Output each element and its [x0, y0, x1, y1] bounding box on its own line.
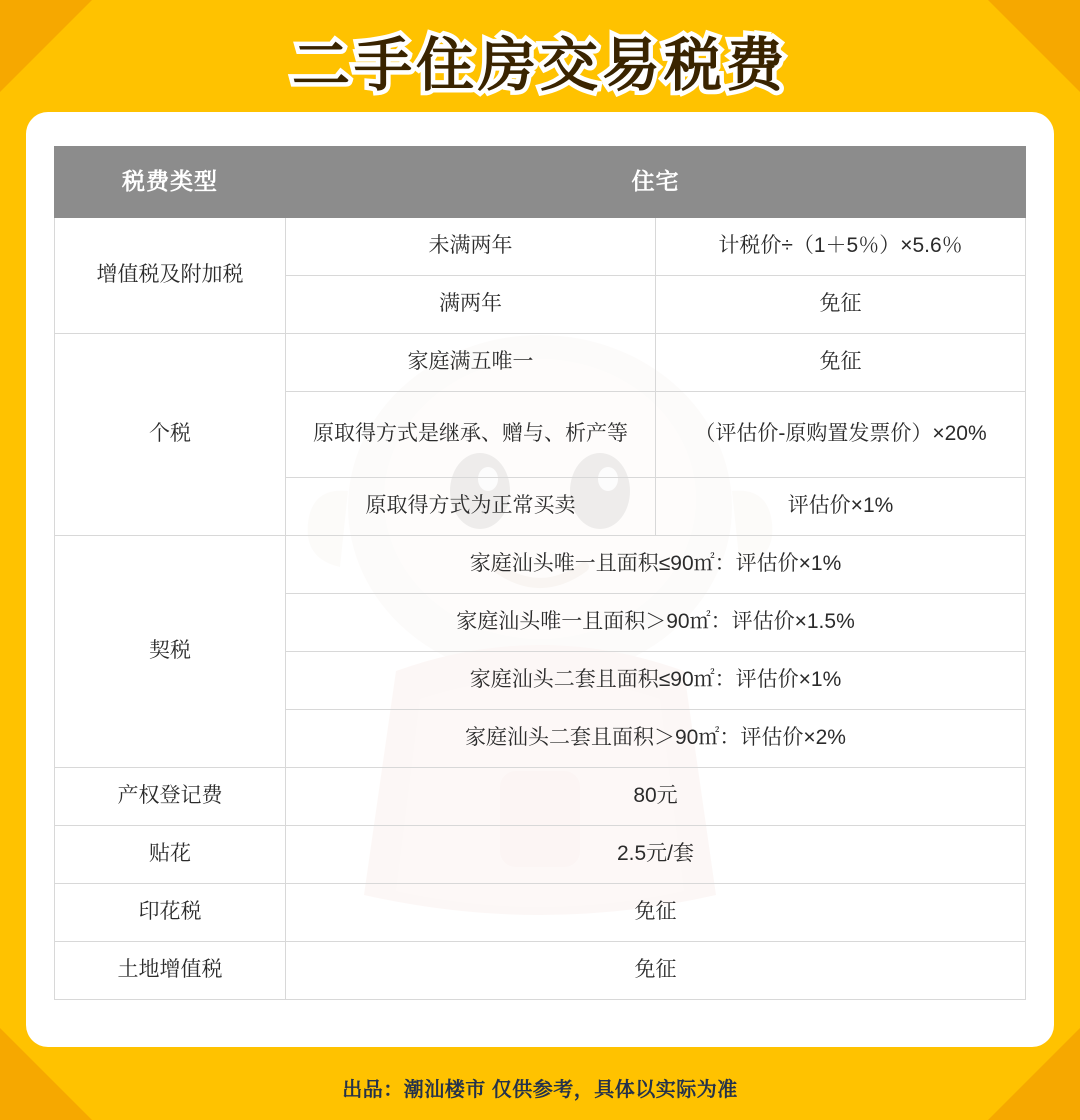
row-value: 计税价÷（1＋5％）×5.6％ — [656, 218, 1026, 276]
content-card — [26, 112, 1054, 1047]
page-title: 二手住房交易税费 — [291, 33, 788, 98]
row-value: 免征 — [656, 276, 1026, 334]
column-header-tax-type: 税费类型 — [55, 147, 286, 218]
table-row — [55, 536, 1026, 594]
row-condition: 满两年 — [286, 276, 656, 334]
row-value: 家庭汕头唯一且面积≤90㎡：评估价×1% — [286, 536, 1026, 594]
row-condition: 家庭满五唯一 — [286, 334, 656, 392]
row-condition: 原取得方式是继承、赠与、析产等 — [286, 392, 656, 478]
column-header-residential: 住宅 — [286, 147, 1026, 218]
table-row — [55, 826, 1026, 884]
row-condition: 原取得方式为正常买卖 — [286, 478, 656, 536]
row-category: 契税 — [55, 536, 286, 768]
row-category: 贴花 — [55, 826, 286, 884]
table-row — [55, 884, 1026, 942]
table-row — [55, 334, 1026, 392]
row-category: 产权登记费 — [55, 768, 286, 826]
table-head — [55, 147, 1026, 218]
row-value: （评估价-原购置发票价）×20% — [656, 392, 1026, 478]
row-value: 评估价×1% — [656, 478, 1026, 536]
row-category: 印花税 — [55, 884, 286, 942]
tax-table — [54, 146, 1026, 1000]
table-body — [55, 218, 1026, 1000]
table-row — [55, 768, 1026, 826]
row-category: 增值税及附加税 — [55, 218, 286, 334]
tax-table-container — [54, 146, 1026, 1000]
row-value: 免征 — [286, 942, 1026, 1000]
row-value: 家庭汕头二套且面积≤90㎡：评估价×1% — [286, 652, 1026, 710]
row-value: 家庭汕头唯一且面积＞90㎡：评估价×1.5% — [286, 594, 1026, 652]
row-value: 80元 — [286, 768, 1026, 826]
footer-note: 出品：潮汕楼市 仅供参考，具体以实际为准 — [342, 1079, 738, 1101]
row-value: 家庭汕头二套且面积＞90㎡：评估价×2% — [286, 710, 1026, 768]
row-value: 2.5元/套 — [286, 826, 1026, 884]
row-category: 土地增值税 — [55, 942, 286, 1000]
row-category: 个税 — [55, 334, 286, 536]
banner — [0, 0, 1080, 98]
table-row — [55, 942, 1026, 1000]
table-header-row — [55, 147, 1026, 218]
table-row — [55, 218, 1026, 276]
row-condition: 未满两年 — [286, 218, 656, 276]
row-value: 免征 — [656, 334, 1026, 392]
row-value: 免征 — [286, 884, 1026, 942]
